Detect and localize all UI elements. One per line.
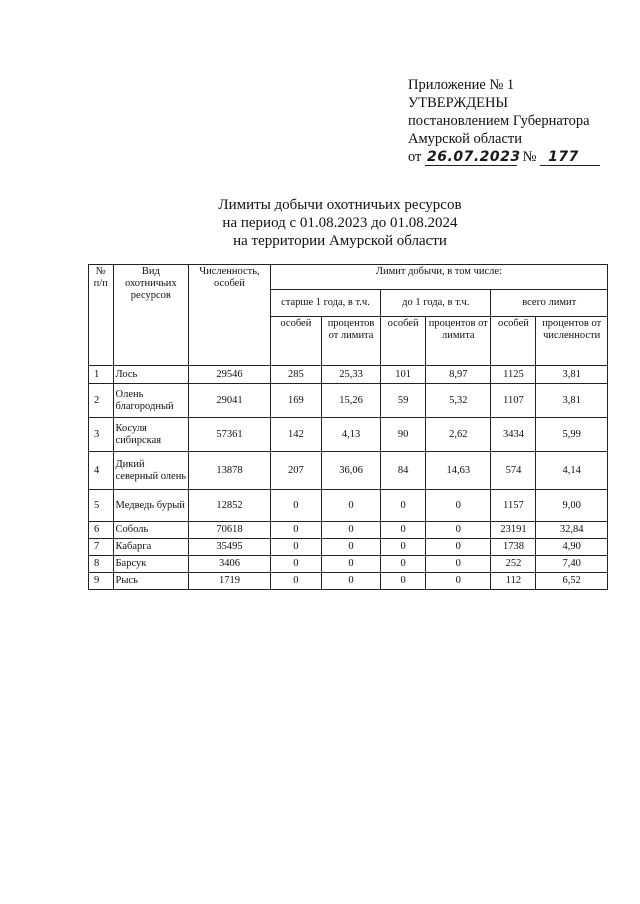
total-individuals: 23191 <box>491 522 536 539</box>
total-individuals: 112 <box>491 573 536 590</box>
approval-block <box>408 76 628 166</box>
species-name: Косуля сибирская <box>113 418 189 452</box>
population-value: 29041 <box>189 384 271 418</box>
total-individuals: 1125 <box>491 366 536 384</box>
total-percent: 4,14 <box>536 452 608 490</box>
title-line-1: Лимиты добычи охотничьих ресурсов <box>218 197 462 213</box>
younger-percent: 14,63 <box>426 452 491 490</box>
species-name: Рысь <box>113 573 189 590</box>
population-value: 1719 <box>189 573 271 590</box>
younger-percent: 0 <box>426 490 491 522</box>
species-name: Барсук <box>113 556 189 573</box>
title-line-2: на период с 01.08.2023 до 01.08.2024 <box>222 215 458 231</box>
total-percent: 32,84 <box>536 522 608 539</box>
handwritten-number: 177 <box>548 149 579 165</box>
younger-percent: 2,62 <box>426 418 491 452</box>
younger-percent: 8,97 <box>426 366 491 384</box>
table-row <box>89 452 608 490</box>
table-row <box>89 366 608 384</box>
table-row <box>89 418 608 452</box>
handwritten-date: 26.07.2023 <box>427 149 521 165</box>
total-individuals: 252 <box>491 556 536 573</box>
older-percent: 0 <box>321 522 380 539</box>
population-value: 29546 <box>189 366 271 384</box>
row-number: 8 <box>89 556 114 573</box>
decree-date-number <box>408 148 628 166</box>
decree-label: постановлением Губернатора <box>408 113 590 129</box>
total-percent: 9,00 <box>536 490 608 522</box>
table-body <box>89 366 608 590</box>
header-species: Вид охотничьих ресурсов <box>113 265 189 366</box>
younger-percent: 5,32 <box>426 384 491 418</box>
header-older-individuals: особей <box>270 317 321 366</box>
document-title <box>150 196 530 250</box>
younger-percent: 0 <box>426 556 491 573</box>
younger-individuals: 0 <box>381 490 426 522</box>
row-number: 1 <box>89 366 114 384</box>
younger-percent: 0 <box>426 522 491 539</box>
older-percent: 0 <box>321 490 380 522</box>
appendix-label: Приложение № 1 <box>408 77 515 93</box>
older-percent: 0 <box>321 573 380 590</box>
population-value: 13878 <box>189 452 271 490</box>
row-number: 4 <box>89 452 114 490</box>
older-individuals: 285 <box>270 366 321 384</box>
population-value: 70618 <box>189 522 271 539</box>
table-row <box>89 384 608 418</box>
older-percent: 0 <box>321 556 380 573</box>
older-individuals: 0 <box>270 556 321 573</box>
younger-percent: 0 <box>426 573 491 590</box>
header-num: № п/п <box>89 265 114 366</box>
total-percent: 6,52 <box>536 573 608 590</box>
total-individuals: 3434 <box>491 418 536 452</box>
date-line <box>425 149 521 166</box>
population-value: 57361 <box>189 418 271 452</box>
older-percent: 36,06 <box>321 452 380 490</box>
table-row <box>89 490 608 522</box>
older-percent: 4,13 <box>321 418 380 452</box>
species-name: Олень благородный <box>113 384 189 418</box>
limits-table <box>88 264 608 590</box>
younger-percent: 0 <box>426 539 491 556</box>
total-percent: 5,99 <box>536 418 608 452</box>
species-name: Дикий северный олень <box>113 452 189 490</box>
species-name: Соболь <box>113 522 189 539</box>
older-individuals: 169 <box>270 384 321 418</box>
table-row <box>89 522 608 539</box>
younger-individuals: 90 <box>381 418 426 452</box>
species-name: Лось <box>113 366 189 384</box>
header-older: старше 1 года, в т.ч. <box>270 290 380 317</box>
table-row <box>89 539 608 556</box>
population-value: 3406 <box>189 556 271 573</box>
row-number: 9 <box>89 573 114 590</box>
total-individuals: 574 <box>491 452 536 490</box>
region-label: Амурской области <box>408 131 522 147</box>
header-total-individuals: особей <box>491 317 536 366</box>
total-individuals: 1107 <box>491 384 536 418</box>
number-label: № <box>522 149 537 165</box>
older-individuals: 207 <box>270 452 321 490</box>
title-line-3: на территории Амурской области <box>233 233 447 249</box>
older-individuals: 142 <box>270 418 321 452</box>
from-label: от <box>408 149 422 165</box>
header-total: всего лимит <box>491 290 608 317</box>
header-younger-individuals: особей <box>381 317 426 366</box>
total-individuals: 1157 <box>491 490 536 522</box>
older-individuals: 0 <box>270 490 321 522</box>
older-percent: 25,33 <box>321 366 380 384</box>
row-number: 5 <box>89 490 114 522</box>
header-row-1 <box>89 265 608 290</box>
younger-individuals: 101 <box>381 366 426 384</box>
total-percent: 4,90 <box>536 539 608 556</box>
row-number: 2 <box>89 384 114 418</box>
header-younger-pct: процентов от лимита <box>426 317 491 366</box>
table-row <box>89 556 608 573</box>
row-number: 6 <box>89 522 114 539</box>
header-population: Численность, особей <box>189 265 271 366</box>
younger-individuals: 59 <box>381 384 426 418</box>
species-name: Медведь бурый <box>113 490 189 522</box>
approved-label: УТВЕРЖДЕНЫ <box>408 95 509 111</box>
table-row <box>89 573 608 590</box>
younger-individuals: 84 <box>381 452 426 490</box>
older-percent: 15,26 <box>321 384 380 418</box>
species-name: Кабарга <box>113 539 189 556</box>
total-percent: 3,81 <box>536 366 608 384</box>
population-value: 12852 <box>189 490 271 522</box>
population-value: 35495 <box>189 539 271 556</box>
row-number: 3 <box>89 418 114 452</box>
younger-individuals: 0 <box>381 539 426 556</box>
older-individuals: 0 <box>270 539 321 556</box>
younger-individuals: 0 <box>381 522 426 539</box>
older-percent: 0 <box>321 539 380 556</box>
header-older-pct: процентов от лимита <box>321 317 380 366</box>
number-line <box>540 149 600 166</box>
older-individuals: 0 <box>270 573 321 590</box>
total-individuals: 1738 <box>491 539 536 556</box>
total-percent: 7,40 <box>536 556 608 573</box>
younger-individuals: 0 <box>381 573 426 590</box>
header-limit: Лимит добычи, в том числе: <box>270 265 607 290</box>
total-percent: 3,81 <box>536 384 608 418</box>
header-younger: до 1 года, в т.ч. <box>381 290 491 317</box>
row-number: 7 <box>89 539 114 556</box>
older-individuals: 0 <box>270 522 321 539</box>
header-total-pct: процентов от численности <box>536 317 608 366</box>
younger-individuals: 0 <box>381 556 426 573</box>
